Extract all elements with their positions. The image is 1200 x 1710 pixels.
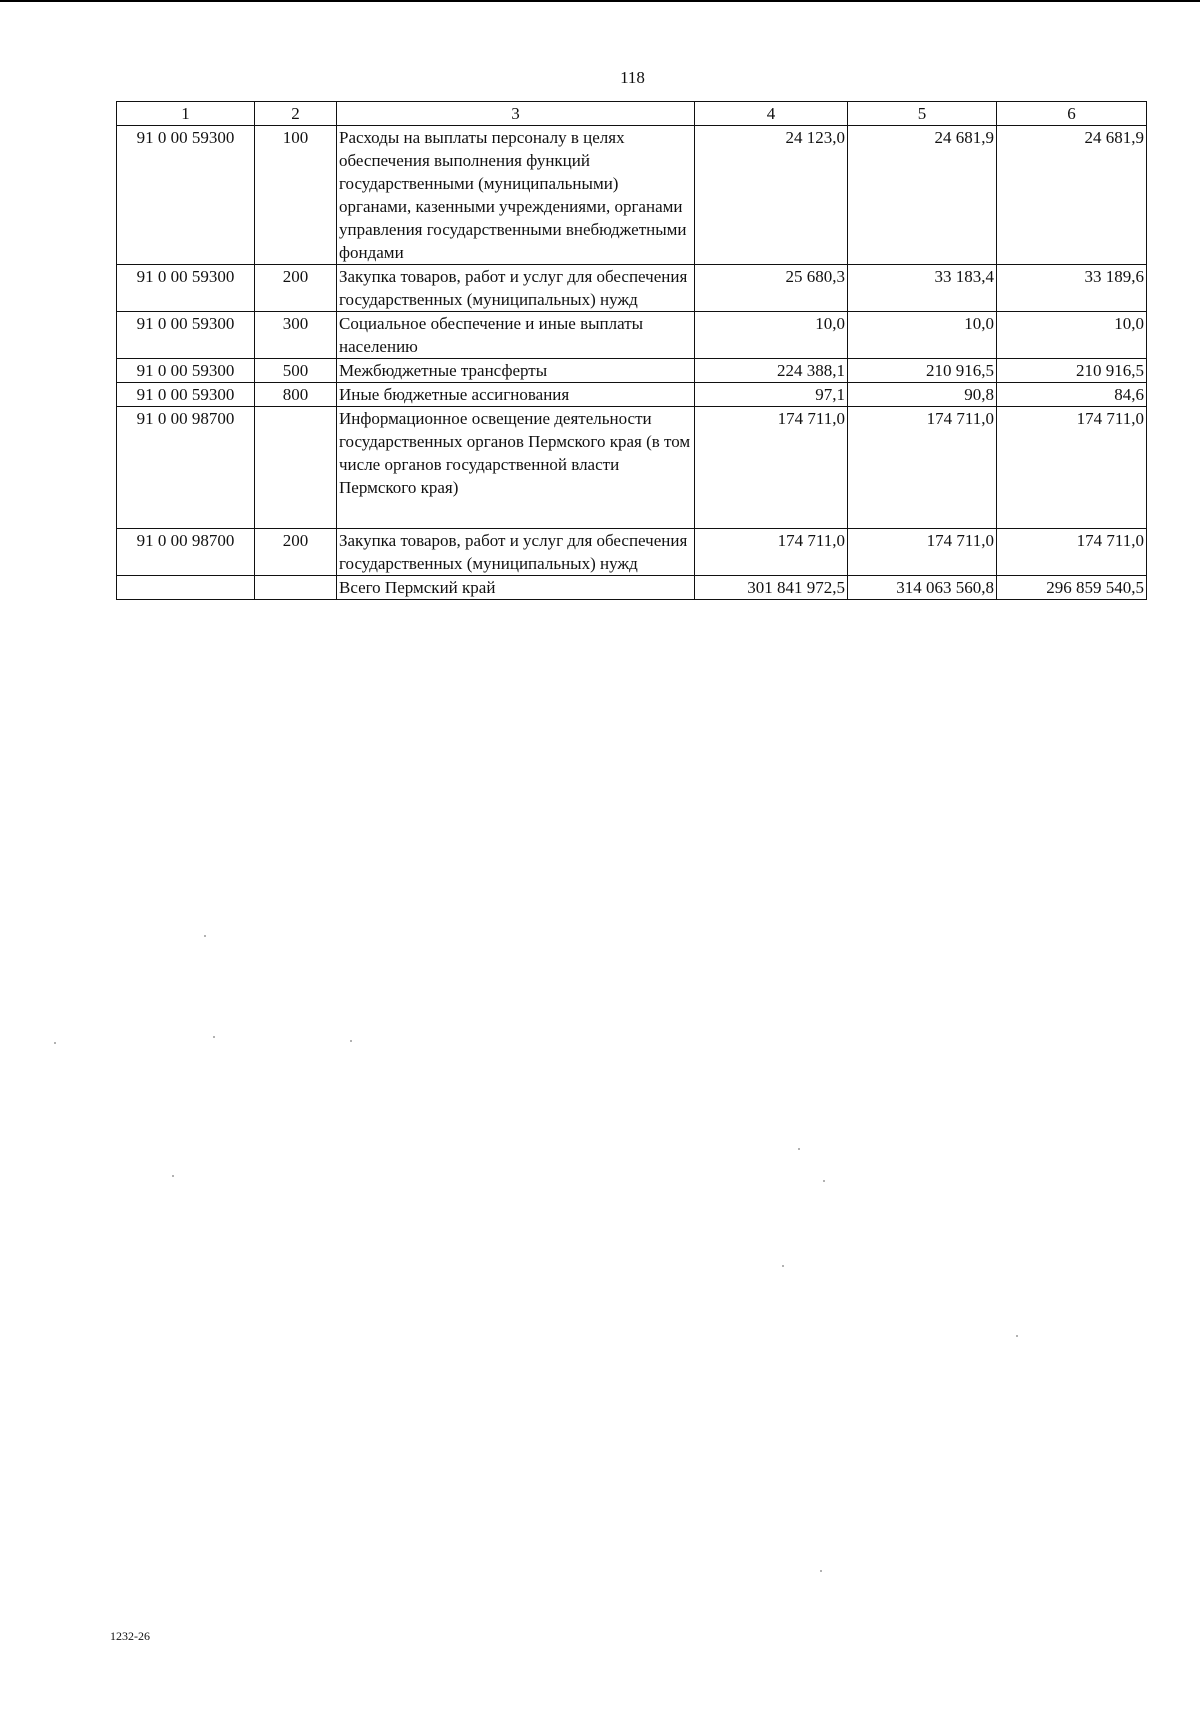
row-expense-kind: 500	[255, 359, 337, 383]
row-value-col-5: 10,0	[848, 312, 997, 359]
scan-speck	[172, 1175, 174, 1177]
page-number: 118	[620, 68, 645, 87]
row-value-col-4: 174 711,0	[695, 529, 848, 576]
header-col-3: 3	[337, 102, 695, 126]
row-value-col-4: 24 123,0	[695, 126, 848, 265]
table-row	[117, 126, 1147, 265]
header-col-4: 4	[695, 102, 848, 126]
table-row	[117, 265, 1147, 312]
total-value-col-6: 296 859 540,5	[997, 576, 1147, 600]
scan-speck	[798, 1148, 800, 1150]
scan-speck	[350, 1040, 352, 1042]
row-value-col-6: 84,6	[997, 383, 1147, 407]
total-code-empty	[117, 576, 255, 600]
row-value-col-6: 24 681,9	[997, 126, 1147, 265]
row-expense-kind: 300	[255, 312, 337, 359]
row-value-col-5: 24 681,9	[848, 126, 997, 265]
row-value-col-6: 174 711,0	[997, 407, 1147, 529]
row-value-col-6: 210 916,5	[997, 359, 1147, 383]
table-header-row	[117, 102, 1147, 126]
row-value-col-5: 174 711,0	[848, 407, 997, 529]
header-col-5: 5	[848, 102, 997, 126]
row-code: 91 0 00 59300	[117, 383, 255, 407]
row-name: Иные бюджетные ассигнования	[337, 383, 695, 407]
page-top-edge	[0, 0, 1200, 2]
row-name: Межбюджетные трансферты	[337, 359, 695, 383]
row-value-col-5: 210 916,5	[848, 359, 997, 383]
row-name: Информационное освещение деятельности государственных органов Пермского края (в том числе органов государственной власти Пермского края)	[337, 407, 695, 529]
row-code: 91 0 00 59300	[117, 265, 255, 312]
scan-speck	[782, 1265, 784, 1267]
row-value-col-6: 174 711,0	[997, 529, 1147, 576]
row-value-col-4: 224 388,1	[695, 359, 848, 383]
row-value-col-4: 174 711,0	[695, 407, 848, 529]
row-code: 91 0 00 98700	[117, 407, 255, 529]
footer-document-code: 1232-26	[110, 1629, 150, 1643]
row-name: Закупка товаров, работ и услуг для обеспечения государственных (муниципальных) нужд	[337, 529, 695, 576]
total-value-col-4: 301 841 972,5	[695, 576, 848, 600]
row-value-col-5: 174 711,0	[848, 529, 997, 576]
row-code: 91 0 00 59300	[117, 126, 255, 265]
table-row	[117, 383, 1147, 407]
row-expense-kind: 200	[255, 265, 337, 312]
row-code: 91 0 00 59300	[117, 312, 255, 359]
row-name: Социальное обеспечение и иные выплаты населению	[337, 312, 695, 359]
header-col-2: 2	[255, 102, 337, 126]
row-expense-kind: 100	[255, 126, 337, 265]
total-value-col-5: 314 063 560,8	[848, 576, 997, 600]
row-value-col-5: 90,8	[848, 383, 997, 407]
scan-speck	[213, 1036, 215, 1038]
header-col-6: 6	[997, 102, 1147, 126]
header-col-1: 1	[117, 102, 255, 126]
scan-speck	[1016, 1335, 1018, 1337]
row-value-col-5: 33 183,4	[848, 265, 997, 312]
row-value-col-4: 97,1	[695, 383, 848, 407]
scan-speck	[204, 935, 206, 937]
scan-speck	[820, 1570, 822, 1572]
row-name: Расходы на выплаты персоналу в целях обеспечения выполнения функций государственными (муниципальными) органами, казенными учреждениями, органами управления государственными внебюджетными фондами	[337, 126, 695, 265]
table-row	[117, 407, 1147, 529]
budget-table	[116, 101, 1147, 600]
row-expense-kind	[255, 407, 337, 529]
row-value-col-4: 10,0	[695, 312, 848, 359]
row-value-col-6: 10,0	[997, 312, 1147, 359]
scan-speck	[54, 1042, 56, 1044]
scan-speck	[823, 1180, 825, 1182]
row-code: 91 0 00 98700	[117, 529, 255, 576]
row-expense-kind: 800	[255, 383, 337, 407]
table-row	[117, 529, 1147, 576]
total-kind-empty	[255, 576, 337, 600]
total-row	[117, 576, 1147, 600]
total-label: Всего Пермский край	[337, 576, 695, 600]
row-code: 91 0 00 59300	[117, 359, 255, 383]
table-row	[117, 359, 1147, 383]
row-value-col-6: 33 189,6	[997, 265, 1147, 312]
row-expense-kind: 200	[255, 529, 337, 576]
row-value-col-4: 25 680,3	[695, 265, 848, 312]
row-name: Закупка товаров, работ и услуг для обеспечения государственных (муниципальных) нужд	[337, 265, 695, 312]
table-row	[117, 312, 1147, 359]
